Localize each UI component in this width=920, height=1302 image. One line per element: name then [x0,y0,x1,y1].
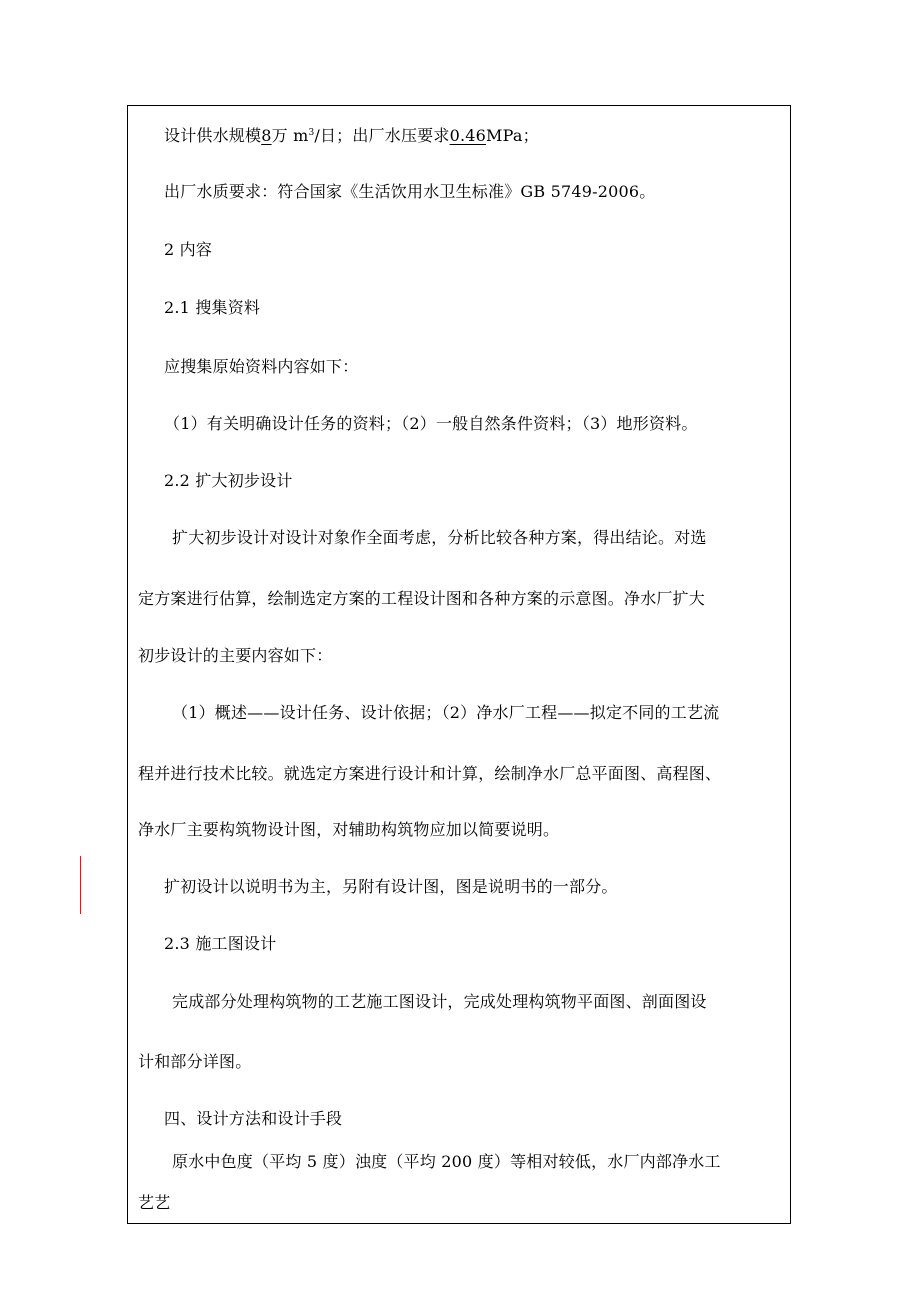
paragraph-line: 艺艺 [138,1193,171,1212]
paragraph-line: （1）有关明确设计任务的资料；（2）一般自然条件资料；（3）地形资料。 [164,414,698,433]
water-quality-line: 出厂水质要求：符合国家《生活饮用水卫生标准》GB 5749-2006。 [164,182,656,201]
paragraph-line: 程并进行技术比较。就选定方案进行设计和计算，绘制净水厂总平面图、高程图、 [138,764,722,783]
supply-scale-value: 8 [261,126,272,145]
paragraph-line: 净水厂主要构筑物设计图，对辅助构筑物应加以简要说明。 [138,820,560,839]
paragraph-line: 计和部分详图。 [138,1052,252,1071]
superscript: 3 [308,128,315,138]
text: 万 m [271,126,309,145]
paragraph-line: 应搜集原始资料内容如下： [164,357,359,376]
subheading-collect-data: 2.1 搜集资料 [164,298,261,317]
text: 设计供水规模 [164,126,262,145]
paragraph-line: 初步设计的主要内容如下： [138,646,333,665]
paragraph-line: 扩大初步设计对设计对象作全面考虑，分析比较各种方案，得出结论。对选 [172,528,707,547]
text: /日；出厂水压要求 [314,126,450,145]
paragraph-line: 原水中色度（平均 5 度）浊度（平均 200 度）等相对较低，水厂内部净水工 [172,1152,721,1171]
subheading-preliminary-design: 2.2 扩大初步设计 [164,471,293,490]
paragraph-line: （1）概述——设计任务、设计依据；（2）净水厂工程——拟定不同的工艺流 [172,703,720,722]
text: MPa； [486,126,539,145]
paragraph-line: 定方案进行估算，绘制选定方案的工程设计图和各种方案的示意图。净水厂扩大 [138,589,706,608]
section-heading-methods: 四、设计方法和设计手段 [164,1109,343,1128]
margin-revision-mark [80,856,81,914]
paragraph-line: 扩初设计以说明书为主，另附有设计图，图是说明书的一部分。 [164,877,618,896]
paragraph-line: 完成部分处理构筑物的工艺施工图设计，完成处理构筑物平面图、剖面图设 [172,992,707,1011]
design-scale-line [164,126,539,146]
subheading-construction-design: 2.3 施工图设计 [164,934,277,953]
section-heading-content: 2 内容 [164,240,213,259]
pressure-value: 0.46 [449,126,487,145]
